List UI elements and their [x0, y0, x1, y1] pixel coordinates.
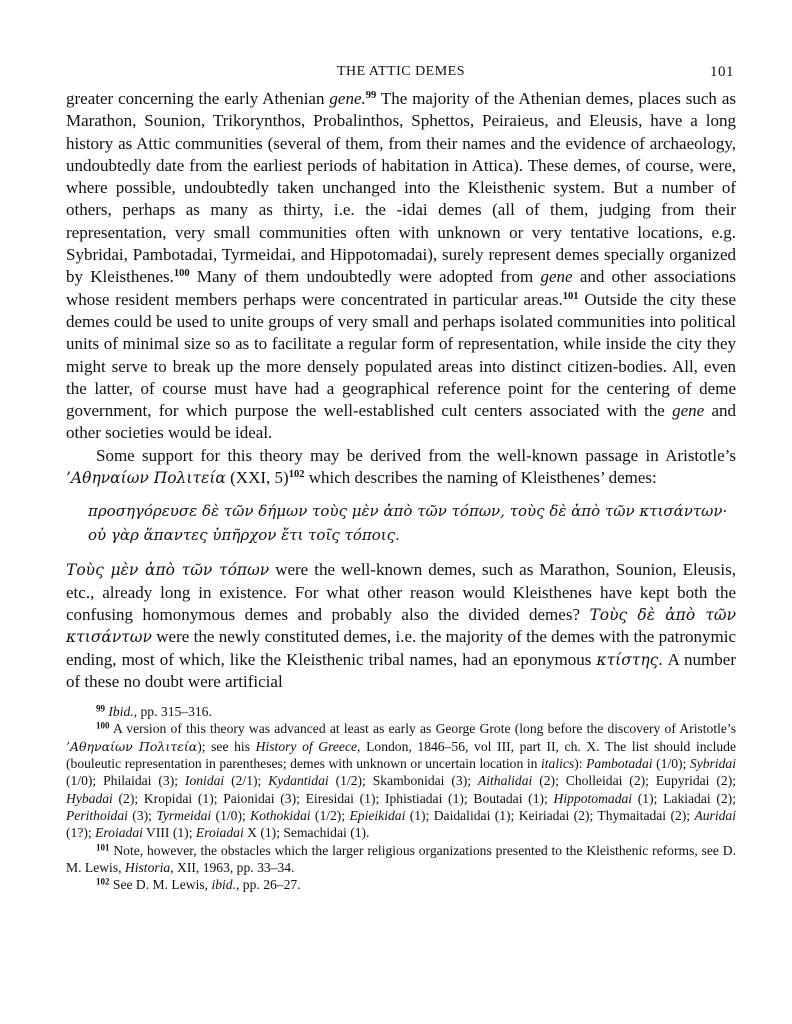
text-run: Many of them undoubtedly were adopted from — [189, 267, 541, 287]
greek-phrase: Τοὺς μὲν ἀπὸ τῶν τόπων — [66, 561, 270, 580]
text-run: , London, 1846–56, vol III, part II, ch. X. The list should include (bouleutic representation in parentheses; demes with unknown or uncertain location in — [66, 738, 737, 772]
text-run: (XXI, 5) — [225, 468, 289, 488]
text-run: ): — [574, 756, 587, 772]
deme-name: Hippotomadai — [553, 790, 633, 806]
greek-phrase: Τοὺς δὲ ἀπὸ τῶν κτισάντων — [66, 605, 736, 647]
paragraph-1 — [66, 88, 736, 445]
text-run: Note, however, the obstacles which the larger religious organizations presented to the Kleisthenic reforms, see D. M. Lewis, — [66, 842, 736, 875]
deme-name: Eroiadai — [95, 825, 143, 841]
text-run: (3); — [127, 807, 157, 823]
footnote-ref-99[interactable]: 99 — [365, 90, 377, 102]
italic-term: gene — [540, 267, 573, 287]
deme-name: Epieikidai — [349, 807, 406, 823]
text-run: (1/0); Philaidai (3); — [66, 773, 185, 789]
book-title: History of Greece — [255, 738, 358, 754]
text-run: The majority of the Athenian demes, places such as Marathon, Sounion, Trikorynthos, Probalinthos, Sphettos, Peiraieus, and Eleusis, have a long history as Attic communities (several of them, from their names and the evidence of archaeology, undoubtedly date from the earliest periods of habitation in Attica). These demes, of course, were, where possible, undoubtedly taken unchanged into the Kleisthenic system. But a number of others, perhaps as many as thirty, i.e. the -idai demes (all of them, judging from their representation, very small communities often with unknown or very tentative locations, e.g. Sybridai, Pambotadai, Tyrmeidai, and Hippotomadai), surely represent demes specially organized by Kleisthenes. — [66, 89, 736, 287]
deme-name: Kydantidai — [268, 773, 329, 789]
deme-name: Eroiadai — [195, 825, 244, 841]
running-head — [66, 60, 736, 84]
deme-name: Auridai — [694, 807, 736, 823]
italic-term: italics — [540, 756, 575, 772]
text-run: . A number of these no doubt were artificial — [66, 649, 736, 691]
text-run: See D. M. Lewis, — [109, 877, 212, 893]
deme-name: Ionidai — [184, 773, 225, 789]
deme-name: Kothokidai — [250, 807, 311, 823]
greek-title: ’Αθηναίων Πολιτεία — [66, 738, 198, 754]
book-page — [66, 60, 736, 1000]
text-run: (1/2); — [310, 807, 350, 823]
text-run: were the well-known demes, such as Marathon, Sounion, Eleusis, etc., already long in existence. For what other reason would Kleisthenes have kept both the confusing homonymous demes and probably also the divided demes? — [66, 560, 736, 624]
text-run: (1/0); — [652, 756, 690, 772]
footnote-100 — [66, 720, 736, 841]
text-run: were the newly constituted demes, i.e. the majority of the demes with the patronymic ending, most of which, like the Kleisthenic tribal names, had an eponymous — [66, 627, 736, 669]
footnote-number: 100 — [96, 720, 110, 731]
deme-name: Tyrmeidai — [156, 807, 212, 823]
text-run: A version of this theory was advanced at least as early as George Grote (long before the discovery of Aristotle’s — [109, 721, 736, 737]
greek-title: ’Αθηναίων Πολιτεία — [66, 469, 226, 488]
deme-name: Hybadai — [66, 790, 113, 806]
text-run: (1); Lakiadai (2); — [632, 790, 736, 806]
text-run: (1); Daidalidai (1); Keiriadai (2); Thymaitadai (2); — [405, 807, 695, 823]
deme-name: Perithoidai — [66, 807, 128, 823]
text-run: , pp. 315–316. — [133, 704, 212, 720]
footnote-102 — [66, 876, 736, 893]
italic-term: ibid. — [211, 877, 236, 893]
text-run: which describes the naming of Kleisthenes’ demes: — [304, 468, 657, 488]
greek-block-quote: προσηγόρευσε δὲ τῶν δήμων τοὺς μὲν ἀπὸ τῶν τόπων, τοὺς δὲ ἀπὸ τῶν κτισάντων· οὐ γὰρ ἅπαντες ὑπῆρχον ἔτι τοῖς τόποις. — [88, 502, 728, 545]
italic-term: gene. — [329, 89, 366, 108]
italic-term: gene — [672, 401, 705, 421]
text-run: , XII, 1963, pp. 33–34. — [170, 859, 295, 875]
page-number: 101 — [710, 64, 734, 80]
text-run: Outside the city these demes could be used to unite groups of very small and perhaps isolated communities into political units of minimal size so as to facilitate a regular form of representation, while inside the city they might serve to break up the more densely populated areas into distinct citizen-bodies. All, even the latter, of course must have had a geographical reference point for the centering of deme government, for which purpose the well-established cult centers associated with the — [66, 289, 736, 421]
text-run: X (1); Semachidai (1). — [243, 825, 370, 841]
main-text — [66, 88, 736, 693]
text-run: (1/2); Skambonidai (3); — [328, 773, 478, 789]
footnote-101 — [66, 842, 736, 877]
deme-name: Aithalidai — [477, 773, 533, 789]
footnote-ref-102[interactable]: 102 — [288, 469, 305, 481]
text-run: (1?); — [66, 825, 96, 841]
deme-name: Sybridai — [689, 756, 736, 772]
text-run: (2); Kropidai (1); Paionidai (3); Eiresidai (1); Iphistiadai (1); Boutadai (1); — [112, 790, 554, 806]
text-run: ); see his — [197, 738, 256, 754]
journal-title: Historia — [124, 859, 171, 875]
text-run: and other societies would be ideal. — [66, 401, 736, 443]
footnote-number: 101 — [96, 842, 110, 852]
footnotes — [66, 703, 736, 893]
paragraph-3 — [66, 559, 736, 693]
greek-word: κτίστης — [596, 650, 659, 669]
footnote-number: 99 — [96, 703, 105, 714]
text-run: Some support for this theory may be derived from the well-known passage in Aristotle’s — [96, 445, 736, 465]
text-run: (2); Cholleidai (2); Eupyridai (2); — [532, 773, 737, 789]
footnote-ref-101[interactable]: 101 — [562, 290, 579, 302]
text-run: (1/0); — [211, 807, 251, 823]
text-run: greater concerning the early Athenian — [66, 89, 330, 108]
deme-name: Pambotadai — [586, 756, 653, 772]
italic-term: Ibid. — [108, 704, 134, 720]
footnote-ref-100[interactable]: 100 — [173, 268, 190, 280]
text-run: , pp. 26–27. — [236, 877, 301, 893]
running-title: THE ATTIC DEMES — [336, 64, 466, 79]
footnote-number: 102 — [96, 876, 110, 887]
footnote-99 — [66, 703, 736, 720]
paragraph-2 — [66, 445, 736, 490]
text-run: and other associations whose resident members perhaps were concentrated in particular areas. — [66, 267, 736, 309]
text-run: (2/1); — [224, 773, 269, 789]
text-run: VIII (1); — [142, 825, 196, 841]
